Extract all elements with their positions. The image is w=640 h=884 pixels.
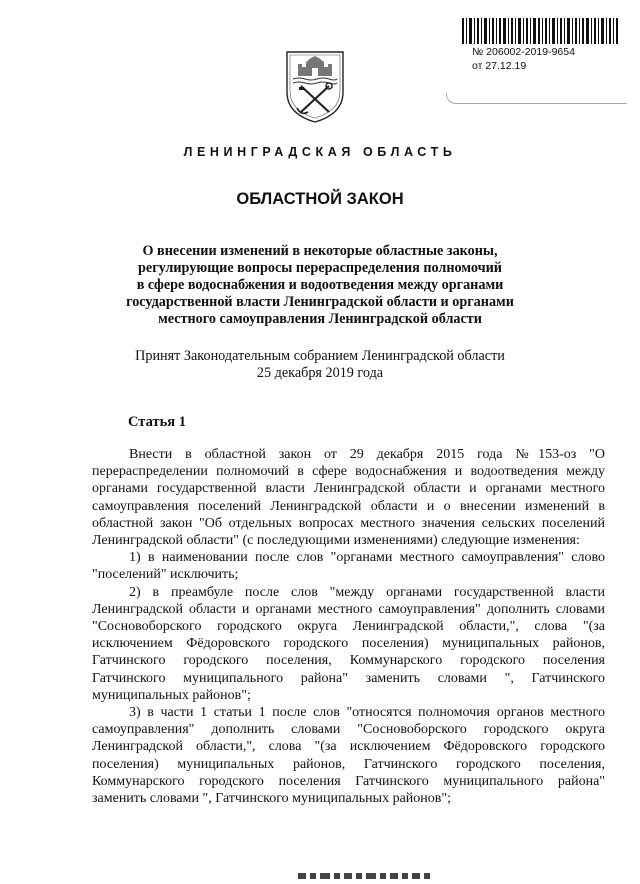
law-title-line: регулирующие вопросы перераспределения полномочий: [138, 260, 502, 276]
article-body: [92, 446, 605, 807]
region-name: ЛЕНИНГРАДСКАЯ ОБЛАСТЬ: [183, 145, 457, 159]
article-heading: Статья 1: [128, 414, 186, 430]
law-title-line: в сфере водоснабжения и водоотведения между органами: [136, 277, 504, 293]
law-title-line: государственной власти Ленинградской области и органами: [126, 294, 514, 310]
barcode: [460, 18, 620, 44]
scan-artifact: [298, 866, 438, 876]
article-paragraph: 3) в части 1 статьи 1 после слов "относятся полномочия органов местного самоуправления" дополнить словами "Сосновоборского городского округа Ленинградской области,", слова "(за исключением Фёдоровского городского поселения) муниципальных районов, Гатчинского городского поселения, Коммунарского городского поселения Гатчинского муниципального района" заменить словами ", Гатчинского муниципальных районов";: [92, 705, 605, 807]
adoption-line: Принят Законодательным собранием Ленинградской области: [135, 348, 505, 364]
article-paragraph: 1) в наименовании после слов "органами местного самоуправления" слово "поселений" исключить;: [92, 550, 605, 583]
article-paragraph: 2) в преамбуле после слов "между органами государственной власти Ленинградской области и органами местного самоуправления" дополнить словами "Сосновоборского городского округа Ленинградской области,", слова "(за исключением Фёдоровского городского поселения) муниципальных районов, Гатчинского городского поселения, Коммунарского городского поселения Гатчинского муниципального района" заменить словами ", Гатчинского муниципальных районов";: [92, 584, 605, 703]
law-title: [60, 243, 580, 328]
law-title-line: О внесении изменений в некоторые областные законы,: [142, 243, 498, 259]
adoption-note: [60, 348, 580, 382]
coat-of-arms-icon: [284, 46, 346, 124]
registration-date: от 27.12.19: [472, 60, 527, 72]
registration-number: № 206002-2019-9654: [472, 46, 575, 58]
adoption-date: 25 декабря 2019 года: [256, 365, 384, 381]
stamp-line: [446, 93, 627, 104]
article-paragraph: Внести в областной закон от 29 декабря 2015 года №153-оз "О перераспределении полномочий в сфере водоснабжения и водоотведения между органами государственной власти Ленинградской области и органами местного самоуправления поселений Ленинградской области и о внесении изменений в областной закон "Об отдельных вопросах местного значения сельских поселений Ленинградской области" (с последующими изменениями) следующие изменения:: [92, 447, 605, 549]
law-title-line: местного самоуправления Ленинградской области: [158, 311, 482, 327]
document-type: ОБЛАСТНОЙ ЗАКОН: [236, 190, 404, 208]
